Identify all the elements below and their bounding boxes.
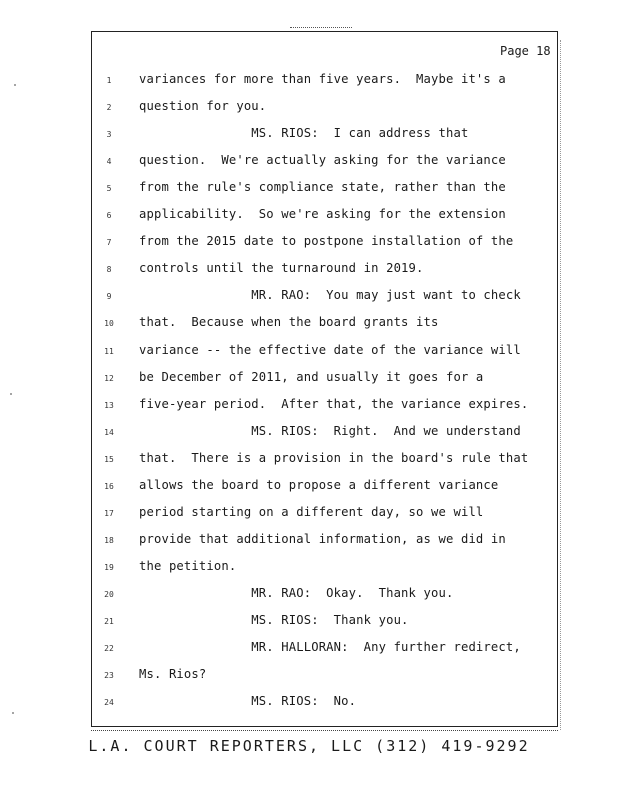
transcript-line: from the rule's compliance state, rather than the: [139, 180, 506, 195]
line-number: 14: [104, 427, 114, 437]
line-number: 5: [106, 184, 112, 194]
transcript-line: MS. RIOS: I can address that: [139, 126, 469, 141]
line-number: 18: [104, 535, 114, 545]
line-number: 20: [104, 589, 114, 599]
line-number: 22: [104, 644, 114, 654]
transcript-line: controls until the turnaround in 2019.: [139, 261, 424, 276]
transcript-line: from the 2015 date to postpone installation of the: [139, 234, 514, 249]
line-number: 2: [106, 103, 112, 113]
side-edge-mark: [560, 40, 569, 730]
transcript-line: applicability. So we're asking for the extension: [139, 207, 506, 222]
line-number: 15: [104, 454, 114, 464]
footer-divider: [91, 727, 558, 731]
line-number: 11: [104, 346, 114, 356]
line-number: 12: [104, 373, 114, 383]
transcript-line: be December of 2011, and usually it goes for a: [139, 369, 484, 384]
line-number: 23: [104, 671, 114, 681]
transcript-line: MR. RAO: Okay. Thank you.: [139, 585, 454, 600]
line-number: 16: [104, 481, 114, 491]
transcript-line: MR. HALLORAN: Any further redirect,: [139, 640, 521, 655]
transcript-line: variances for more than five years. Maybe it's a: [139, 72, 506, 86]
line-number: 10: [104, 319, 114, 329]
line-number: 8: [106, 265, 112, 275]
scan-speck: [14, 84, 16, 86]
court-reporter-footer: L.A. COURT REPORTERS, LLC (312) 419-9292: [88, 737, 530, 755]
transcript-line: question for you.: [139, 99, 267, 114]
transcript-line: question. We're actually asking for the variance: [139, 153, 506, 168]
transcript-line: Ms. Rios?: [139, 667, 207, 682]
line-number: 7: [106, 238, 112, 248]
transcript-line: MS. RIOS: No.: [139, 694, 357, 709]
transcript-line: provide that additional information, as we did in: [139, 531, 506, 546]
transcript-line: allows the board to propose a different variance: [139, 477, 499, 492]
line-number: 1: [106, 76, 112, 85]
line-number: 21: [104, 617, 114, 626]
line-number: 9: [106, 292, 112, 302]
scan-speck: [12, 712, 14, 714]
transcript-line: that. There is a provision in the board's rule that: [139, 450, 529, 465]
scan-speck: [10, 393, 12, 395]
transcript-line: the petition.: [139, 558, 237, 573]
transcript-line: variance -- the effective date of the variance will: [139, 342, 521, 357]
line-number: 24: [104, 698, 114, 708]
page-number: Page 18: [500, 44, 551, 58]
transcript-line: that. Because when the board grants its: [139, 315, 439, 330]
line-number: 19: [104, 562, 114, 572]
line-number: 17: [104, 508, 114, 518]
transcript-line: MS. RIOS: Right. And we understand: [139, 423, 521, 438]
transcript-line: period starting on a different day, so we will: [139, 504, 484, 519]
line-number: 3: [106, 130, 112, 140]
transcript-line: MS. RIOS: Thank you.: [139, 613, 409, 627]
transcript-line: five-year period. After that, the variance expires.: [139, 396, 529, 411]
line-number: 13: [104, 400, 114, 410]
line-number: 6: [106, 211, 112, 221]
line-number: 4: [106, 157, 112, 167]
transcript-line: MR. RAO: You may just want to check: [139, 288, 521, 303]
